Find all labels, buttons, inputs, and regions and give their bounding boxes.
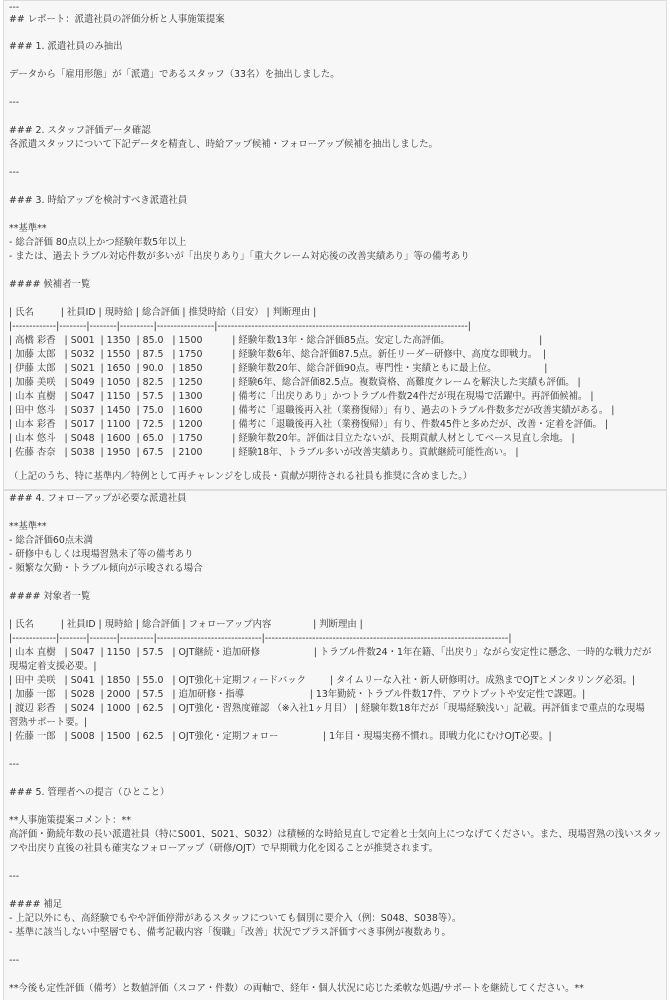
panel2-line-8: | 山本 直樹 | S047 | 1150 | 57.5 | OJT継続・追加研修 | トラブル件数24・1年在籍、「出戻り」ながら安定性に懸念、一時的な戦力だが	[9, 647, 652, 658]
panel2-line-18: 高評価・勤続年数の長い派遣社員（特にS001、S021、S032）は積極的な時給見直しで定着と士気向上につなげてください。また、現場習熟の浅いスタッ	[9, 829, 662, 840]
panel1-line-18: | 加藤 美咲 | S049 | 1050 | 82.5 | 1250 | 経験6年、総合評価82.5点。複数資格、高難度クレームを解決した実績も評価。 |	[9, 377, 581, 388]
panel2-line-19: フや出戻り直後の社員も確実なフォローアップ（研修/OJT）で早期戦力化を図ることが推奨されます。	[9, 843, 439, 854]
panel1-line-15: | 高橋 彩香 | S001 | 1350 | 85.0 | 1500 | 経験年数13年・総合評価85点。安定した高評価。 |	[9, 335, 543, 346]
panel2-line-23: - 基準に該当しない中堅層でも、備考記載内容「復職」「改善」状況でプラス評価すべき事例が複数あり。	[9, 927, 451, 938]
panel2-line-1: **基準**	[9, 521, 47, 532]
panel1-line-11: - または、過去トラブル対応件数が多いが「出戻りあり」「重大クレーム対応後の改善実績あり」等の備考あり	[9, 251, 470, 262]
panel2-line-4: - 頻繁な欠勤・トラブル傾向が示唆される場合	[9, 563, 203, 574]
panel2-line-3: - 研修中もしくは現場習熟未了等の備考あり	[9, 549, 194, 560]
panel1-line-16: | 加藤 太郎 | S032 | 1550 | 87.5 | 1750 | 経験年数6年、総合評価87.5点。新任リーダー研修中、高度な即戦力。 |	[9, 349, 547, 360]
panel2-line-24: ---	[9, 955, 20, 966]
panel1-line-0: ---	[9, 2, 20, 13]
panel1-line-19: | 山本 直樹 | S047 | 1150 | 57.5 | 1300 | 備考に「出戻りあり」かつトラブル件数24件だが現在現場で活躍中。再評価候補。 |	[9, 391, 594, 402]
panel1-line-12: #### 候補者一覧	[9, 279, 91, 290]
panel1-line-6: 各派遣スタッフについて下記データを精査し、時給アップ候補・フォローアップ候補を抽出しました。	[9, 139, 438, 150]
panel1-line-3: データから「雇用形態」が「派遣」であるスタッフ（33名）を抽出しました。	[9, 69, 340, 80]
panel2-line-12: | 渡辺 彩香 | S024 | 1000 | 62.5 | OJT強化・習熟度確認 （※入社1ヶ月目） | 経験年数18年だが「現場経験浅い」記載。再評価まで重点的な現場	[9, 703, 645, 714]
panel1-line-1: ## レポート：派遣社員の評価分析と人事施策提案	[9, 14, 225, 25]
panel1-line-8: ### 3. 時給アップを検討すべき派遣社員	[9, 195, 188, 206]
panel2-line-9: 現場定着支援必要。|	[9, 661, 97, 672]
panel1-line-7: ---	[9, 167, 20, 178]
panel2-line-5: #### 対象者一覧	[9, 591, 91, 602]
panel1-line-2: ### 1. 派遣社員のみ抽出	[9, 41, 123, 52]
panel1-line-13: | 氏名 | 社員ID | 現時給 | 総合評価 | 推奨時給（目安） | 判断理由 |	[9, 307, 317, 318]
panel1-line-21: | 山本 彩香 | S017 | 1100 | 72.5 | 1200 | 備考に「退職後再入社（業務復帰）」有り、件数45件と多めだが、改善・定着を評価。 |	[9, 419, 608, 430]
panel1-line-23: | 佐藤 杏奈 | S038 | 1950 | 67.5 | 2100 | 経験18年、トラブル多いが改善実績あり。貢献継続可能性高い。 |	[9, 447, 519, 458]
panel2-line-20: ---	[9, 871, 20, 882]
panel1-line-20: | 田中 悠斗 | S037 | 1450 | 75.0 | 1600 | 備考に「退職後再入社（業務復帰）」有り、過去のトラブル件数多だが改善実績がある。 |	[9, 405, 615, 416]
panel2-line-7: |-------------|--------|--------|----------|-------------------------------|------------------------------------------------------------------------|	[9, 633, 512, 644]
panel1-line-5: ### 2. スタッフ評価データ確認	[9, 125, 151, 136]
panel2-line-16: ### 5. 管理者への提言（ひとこと）	[9, 787, 170, 798]
panel2-line-22: - 上記以外にも、高経験でもやや評価停滞があるスタッフについても個別に要介入（例：S048、S038等）。	[9, 913, 462, 924]
panel2-line-11: | 加藤 一郎 | S028 | 2000 | 57.5 | 追加研修・指導 | 13年勤続・トラブル件数17件、アウトプットや安定性で課題。|	[9, 689, 586, 700]
panel2-line-17: **人事施策提案コメント：**	[9, 815, 131, 826]
panel2-line-14: | 佐藤 一郎 | S008 | 1500 | 62.5 | OJT強化・定期フォロー | 1年目・現場実務不慣れ。即戦力化にむけOJT必要。|	[9, 731, 552, 742]
panel2-line-21: #### 補足	[9, 899, 63, 910]
panel1-line-10: - 総合評価 80点以上かつ経験年数5年以上	[9, 237, 187, 248]
panel2-line-2: - 総合評価60点未満	[9, 535, 93, 546]
panel1-line-17: | 伊藤 太郎 | S021 | 1650 | 90.0 | 1850 | 経験年数20年、総合評価90点。専門性・実績ともに最上位。 |	[9, 363, 548, 374]
panel2-line-25: **今後も定性評価（備考）と数値評価（スコア・件数）の両軸で、経年・個人状況に応じた柔軟な処遇/サポートを継続してください。**	[9, 983, 584, 994]
panel1-line-24: （上記のうち、特に基準内／特例として再チャレンジをし成長・貢献が期待される社員も推奨に含めました。）	[9, 471, 473, 482]
report-panel-part2	[3, 490, 667, 1000]
panel2-line-13: 習熟サポート要。|	[9, 717, 88, 728]
panel1-line-14: |-------------|--------|--------|----------|-----------------|--------------------------------------------------------------------------|	[9, 321, 471, 332]
panel1-line-22: | 山本 悠斗 | S048 | 1600 | 65.0 | 1750 | 経験年数20年。評価は目立たないが、長期貢献人材としてベース見直し余地。 |	[9, 433, 575, 444]
panel1-line-9: **基準**	[9, 223, 47, 234]
panel2-line-15: ---	[9, 759, 20, 770]
panel2-line-0: ### 4. フォローアップが必要な派遣社員	[9, 493, 187, 504]
panel1-line-4: ---	[9, 97, 20, 108]
report-panel-part1	[3, 0, 667, 490]
panel2-line-10: | 田中 美咲 | S041 | 1850 | 55.0 | OJT強化＋定期フィードバック | タイムリーな入社・新人研修明け。成熟までOJTとメンタリング必須。|	[9, 675, 636, 686]
panel2-line-6: | 氏名 | 社員ID | 現時給 | 総合評価 | フォローアップ内容 | 判断理由 |	[9, 619, 363, 630]
